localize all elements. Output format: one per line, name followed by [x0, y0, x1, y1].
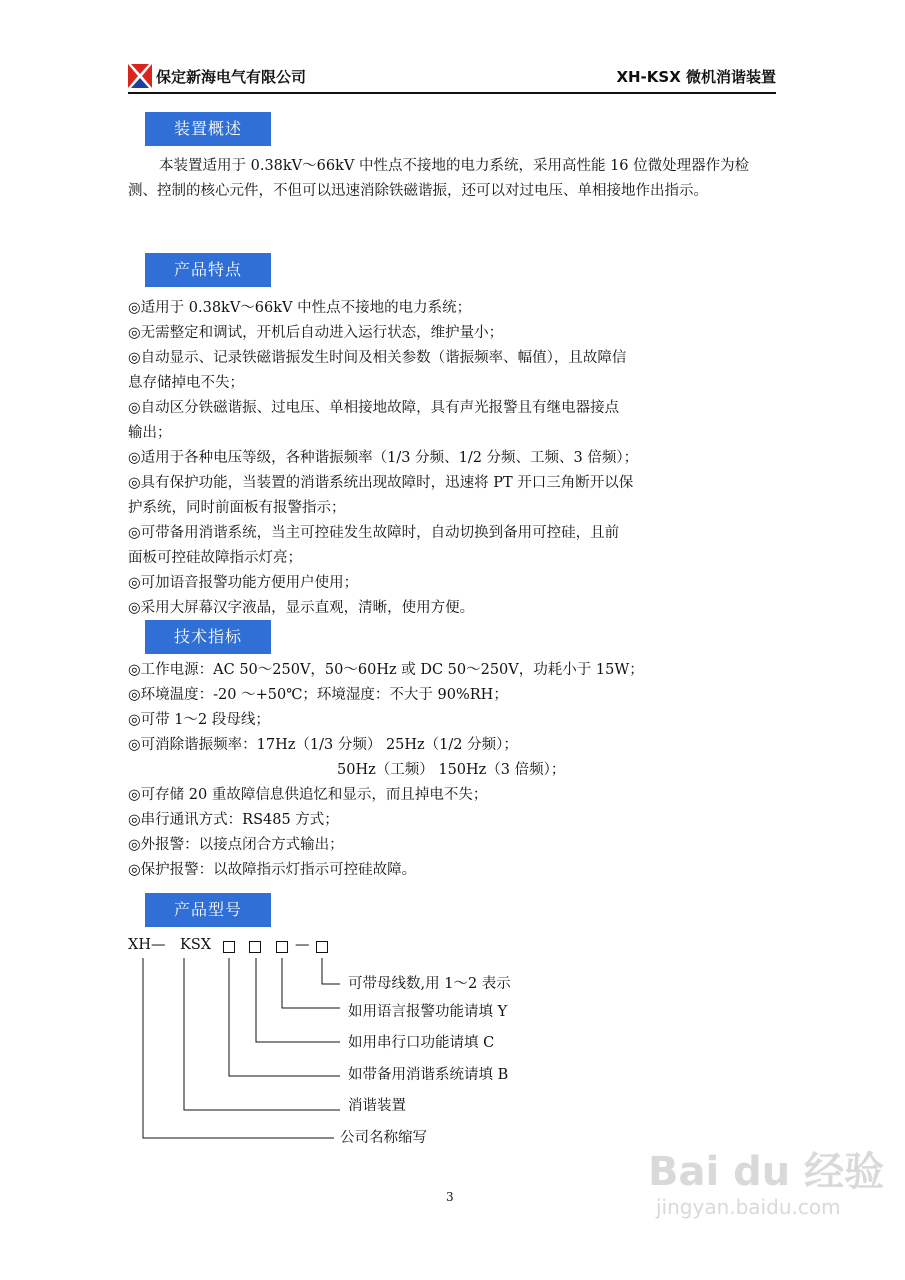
- spec-line: ◎工作电源：AC 50～250V，50～60Hz 或 DC 50～250V，功耗小于 15W；: [128, 662, 644, 678]
- feature-line: 面板可控硅故障指示灯亮；: [128, 550, 302, 566]
- header-rule: [128, 92, 776, 94]
- model-legend-item: 如用串行口功能请填 C: [348, 1035, 495, 1051]
- feature-line: ◎具有保护功能，当装置的消谐系统出现故障时，迅速将 PT 开口三角断开以保: [128, 475, 634, 491]
- watermark-brand: Bai du 经验: [648, 1149, 885, 1195]
- feature-line: 输出；: [128, 425, 172, 441]
- spec-line: ◎外报警：以接点闭合方式输出；: [128, 837, 344, 853]
- model-legend-item: 如带备用消谐系统请填 B: [348, 1067, 509, 1083]
- section-label-model: 产品型号: [145, 893, 271, 927]
- model-legend-item: 公司名称缩写: [340, 1130, 427, 1146]
- spec-line: ◎可带 1～2 段母线；: [128, 712, 270, 728]
- model-slot-box: [223, 941, 235, 953]
- model-legend-item: 如用语言报警功能请填 Y: [348, 1004, 508, 1020]
- section-label-specs: 技术指标: [145, 620, 271, 654]
- page-header: [128, 62, 776, 92]
- model-slot-box: [276, 941, 288, 953]
- spec-line: ◎串行通讯方式：RS485 方式；: [128, 812, 339, 828]
- model-legend-item: 可带母线数,用 1～2 表示: [348, 976, 511, 992]
- model-dash: —: [295, 937, 310, 953]
- feature-line: ◎适用于 0.38kV～66kV 中性点不接地的电力系统；: [128, 300, 472, 316]
- feature-line: 护系统，同时前面板有报警指示；: [128, 500, 346, 516]
- model-code: KSX: [180, 937, 212, 953]
- spec-line: ◎可存储 20 重故障信息供追忆和显示，而且掉电不失；: [128, 787, 488, 803]
- model-slot-box: [316, 941, 328, 953]
- feature-line: ◎采用大屏幕汉字液晶，显示直观，清晰，使用方便。: [128, 600, 475, 616]
- overview-paragraph: 本装置适用于 0.38kV～66kV 中性点不接地的电力系统，采用高性能 16 位微处理器作为检测、控制的核心元件，不但可以迅速消除铁磁谐振，还可以对过电压、单相接地作出指示。: [128, 158, 750, 199]
- baidu-watermark: [648, 1150, 884, 1220]
- model-legend-item: 消谐装置: [348, 1098, 406, 1114]
- feature-line: ◎可带备用消谐系统，当主可控硅发生故障时，自动切换到备用可控硅，且前: [128, 525, 620, 541]
- watermark-url: jingyan.baidu.com: [656, 1195, 841, 1219]
- company-logo-icon: [128, 64, 152, 88]
- feature-line: ◎可加语音报警功能方便用户使用；: [128, 575, 359, 591]
- section-label-overview: 装置概述: [145, 112, 271, 146]
- feature-line: ◎自动区分铁磁谐振、过电压、单相接地故障，具有声光报警且有继电器接点: [128, 400, 620, 416]
- page-number: 3: [446, 1190, 454, 1204]
- feature-line: ◎适用于各种电压等级，各种谐振频率（1/3 分频、1/2 分频、工频、3 倍频）；: [128, 450, 639, 466]
- company-name: 保定新海电气有限公司: [156, 68, 307, 86]
- spec-line: ◎可消除谐振频率：17Hz（1/3 分频） 25Hz（1/2 分频）；: [128, 737, 518, 753]
- feature-line: 息存储掉电不失；: [128, 375, 244, 391]
- model-slot-box: [249, 941, 261, 953]
- feature-line: ◎无需整定和调试，开机后自动进入运行状态，维护量小；: [128, 325, 504, 341]
- section-label-features: 产品特点: [145, 253, 271, 287]
- spec-line: ◎环境温度：-20 ～+50℃；环境湿度：不大于 90%RH；: [128, 687, 508, 703]
- model-prefix: XH—: [128, 937, 166, 953]
- spec-line: 50Hz（工频） 150Hz（3 倍频）；: [337, 762, 566, 778]
- feature-line: ◎自动显示、记录铁磁谐振发生时间及相关参数（谐振频率、幅值），且故障信: [128, 350, 627, 366]
- document-title: XH-KSX 微机消谐装置: [616, 68, 776, 86]
- spec-line: ◎保护报警：以故障指示灯指示可控硅故障。: [128, 862, 417, 878]
